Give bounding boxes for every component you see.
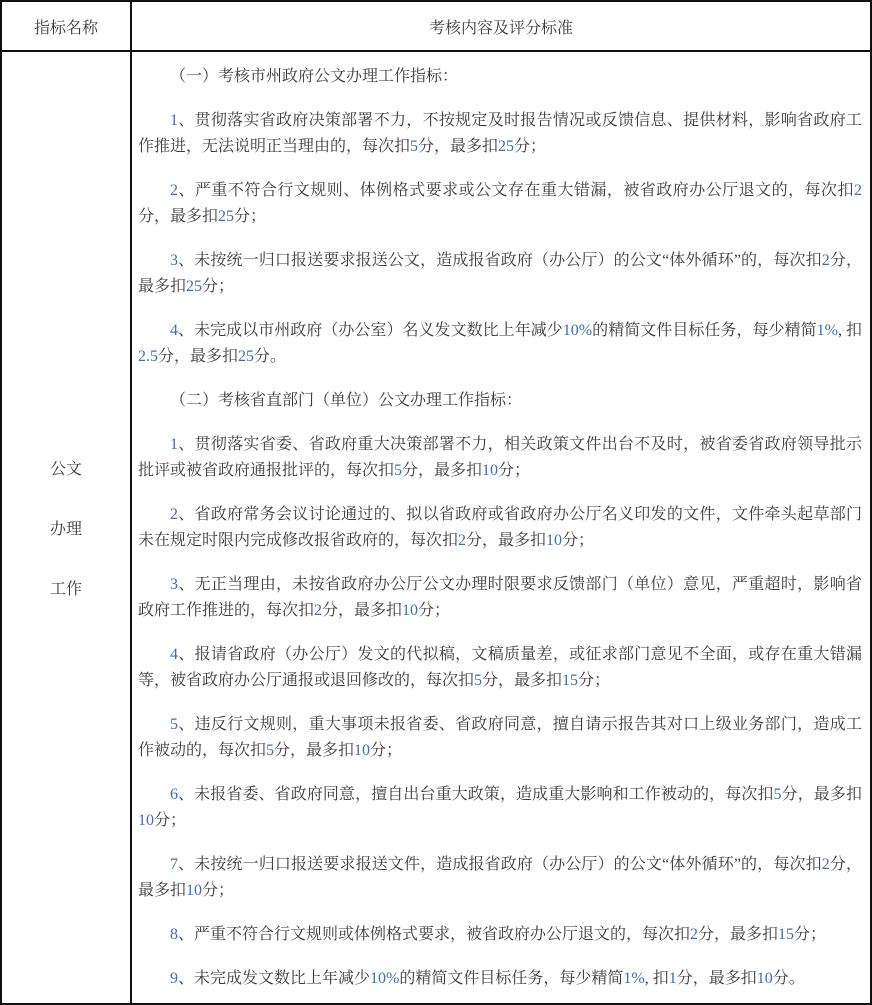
criteria-item: 4、未完成以市州政府（办公室）名义发文数比上年减少10%的精简文件目标任务，每少精简1%, 扣2.5分，最多扣25分。 — [138, 322, 862, 365]
indicator-line-2: 办理 — [49, 521, 82, 538]
criteria-item: 3、无正当理由，未按省政府办公厅公文办理时限要求反馈部门（单位）意见，严重超时，影响省政府工作推进的，每次扣2分，最多扣10分； — [138, 576, 862, 619]
criteria-item: 2、省政府常务会议讨论通过的、拟以省政府或省政府办公厅名义印发的文件，文件牵头起草部门未在规定时限内完成修改报省政府的，每次扣2分，最多扣10分； — [138, 506, 862, 549]
header-cell-criteria-title: 考核内容及评分标准 — [428, 19, 573, 37]
criteria-item: 4、报请省政府（办公厅）发文的代拟稿，文稿质量差，或征求部门意见不全面，或存在重大错漏等，被省政府办公厅通报或退回修改的，每次扣5分，最多扣15分； — [138, 646, 862, 689]
criteria-item: 3、未按统一归口报送要求报送公文，造成报省政府（办公厅）的公文“体外循环”的，每次扣2分，最多扣25分； — [138, 252, 862, 295]
indicator-name-cell — [2, 52, 132, 1003]
table-header-row — [2, 2, 870, 52]
criteria-item: 2、严重不符合行文规则、体例格式要求或公文存在重大错漏，被省政府办公厅退文的，每次扣2分，最多扣25分； — [138, 182, 862, 225]
criteria-item: 9、未完成发文数比上年减少10%的精简文件目标任务，每少精简1%, 扣1分，最多扣10分。 — [170, 970, 805, 987]
criteria-item: 8、严重不符合行文规则或体例格式要求，被省政府办公厅退文的，每次扣2分，最多扣15分； — [170, 926, 827, 943]
criteria-section-2-heading: （二）考核省直部门（单位）公文办理工作指标： — [170, 392, 523, 409]
indicator-line-3: 工作 — [49, 581, 82, 598]
criteria-content-cell — [132, 52, 870, 1003]
criteria-item: 7、未按统一归口报送要求报送文件，造成报省政府（办公厅）的公文“体外循环”的，每次扣2分，最多扣10分； — [138, 856, 862, 899]
criteria-item: 1、贯彻落实省政府决策部署不力，不按规定及时报告情况或反馈信息、提供材料，影响省政府工作推进，无法说明正当理由的，每次扣5分，最多扣25分； — [138, 112, 862, 155]
criteria-item: 1、贯彻落实省委、省政府重大决策部署不力，相关政策文件出台不及时，被省委省政府领导批示批评或被省政府通报批评的，每次扣5分，最多扣10分； — [138, 436, 862, 479]
table-body-row — [2, 52, 870, 1003]
header-cell-indicator-name: 指标名称 — [2, 2, 132, 50]
criteria-section-1-heading: （一）考核市州政府公文办理工作指标： — [170, 68, 459, 85]
indicator-line-1: 公文 — [49, 461, 82, 478]
criteria-item: 6、未报省委、省政府同意，擅自出台重大政策，造成重大影响和工作被动的，每次扣5分，最多扣10分； — [138, 786, 862, 829]
criteria-item: 5、违反行文规则，重大事项未报省委、省政府同意，擅自请示报告其对口上级业务部门，造成工作被动的，每次扣5分，最多扣10分； — [138, 716, 862, 759]
